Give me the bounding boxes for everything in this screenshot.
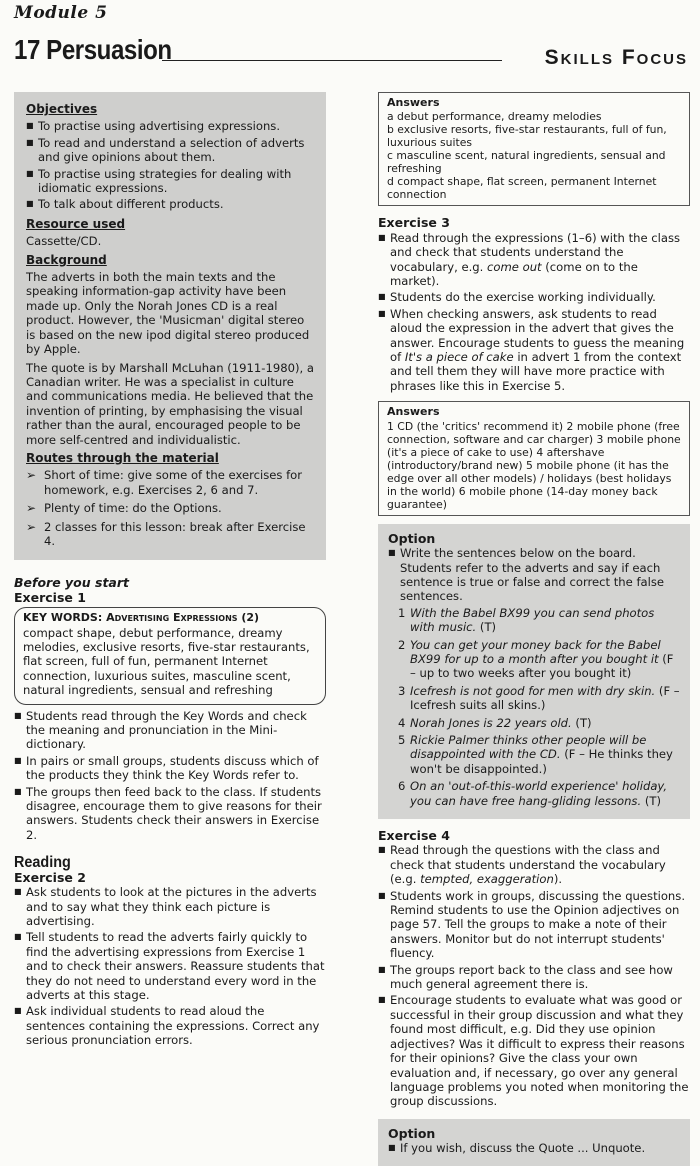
ex3-item3-text-b: in advert 1 from the context and tell them they will have more practice with phrases like this in Exercise 5. — [390, 350, 682, 393]
option-intro-list — [388, 546, 680, 604]
routes-list — [26, 468, 315, 548]
before-heading: Before you start — [14, 575, 130, 591]
option-2-list — [388, 1141, 680, 1155]
answer-line: c masculine scent, natural ingredients, sensual and refreshing — [387, 149, 666, 176]
reading-heading: Reading — [14, 854, 71, 872]
sentence-answer: (T) — [571, 715, 592, 730]
option-sentence — [388, 606, 680, 635]
key-words-label: KEY WORDS: — [23, 611, 103, 625]
sentence-number: 1 — [398, 605, 406, 620]
exercise-1-heading: Exercise 1 — [14, 589, 86, 605]
objectives-heading: Objectives — [26, 102, 98, 116]
title-rule — [162, 60, 502, 61]
option-box-2 — [378, 1119, 690, 1166]
exercise-2-list — [14, 885, 326, 1047]
option-sentence — [388, 779, 680, 808]
sentence-answer: (F – up to two weeks after you bought it) — [410, 651, 674, 681]
module-label: Module 5 — [14, 3, 108, 23]
exercise-4-item: ■ Students work in groups, discussing the questions. Remind students to use the Opinion adjectives on page 57. Tell the groups to make a note of their answers. Monitor but do not interrupt students' fluency. — [378, 889, 690, 961]
background-paragraph-2: The quote is by Marshall McLuhan (1911-1980), a Canadian writer. He was a specialist in culture and communications media. He believed that the invention of printing, by emphasising the visual rather than the aural, encouraged people to be more self-centred and individualistic. — [26, 360, 314, 447]
sentence-number: 5 — [398, 732, 406, 747]
option-sentence — [388, 733, 680, 776]
sentence-text: Norah Jones is 22 years old. — [410, 715, 572, 730]
right-column — [378, 92, 690, 1166]
sentence-answer: (T) — [641, 793, 661, 808]
before-section — [14, 576, 326, 842]
sentence-answer: (F – He thinks they won't be disappointed.) — [410, 747, 673, 776]
sentence-answer: (T) — [476, 620, 497, 635]
option-heading: Option — [388, 1125, 436, 1141]
ex3-item3-italic: It's a piece of cake — [404, 350, 514, 365]
exercise-4-section — [378, 829, 690, 1109]
answer-line: d compact shape, flat screen, permanent Internet connection — [387, 175, 657, 202]
objective-item: ■ To read and understand a selection of adverts and give opinions about them. — [26, 136, 315, 165]
option-intro: ■ Write the sentences below on the board. Students refer to the adverts and say if each sentence is true or false and correct the false sentences. — [388, 546, 680, 604]
answers-heading: Answers — [387, 405, 440, 419]
key-words-topic: Advertising Expressions (2) — [106, 611, 260, 625]
route-item: ➢ Plenty of time: do the Options. — [26, 501, 315, 515]
exercise-4-item: ■ The groups report back to the class and see how much general agreement there is. — [378, 963, 690, 992]
answers-heading: Answers — [387, 96, 440, 109]
answer-line: b exclusive resorts, five-star restaurants, full of fun, luxurious suites — [387, 123, 667, 150]
ex3-item1-text-b: (come on to the market). — [390, 259, 638, 289]
sentence-text: Icefresh is not good for men with dry skin. — [410, 683, 656, 698]
ex3-item3-text-a: When checking answers, ask students to read aloud the expression in the advert that gives the answer. Encourage students to guess the meaning of — [390, 306, 685, 365]
option-sentence — [388, 638, 680, 681]
sentence-number: 6 — [398, 779, 406, 794]
answers-text: 1 CD (the 'critics' recommend it) 2 mobile phone (free connection, software and car charger) 3 mobile phone (it's a piece of cake to use) 4 aftershave (introductory/brand new) 5 mobile phone (it has the edge over all other models) / holidays (best holidays in the world) 6 mobile phone (14-day money back guarantee) — [387, 419, 681, 511]
left-column — [14, 92, 326, 1050]
exercise-4-heading: Exercise 4 — [378, 828, 450, 843]
option-sentence — [388, 716, 680, 730]
reading-section — [14, 856, 326, 1047]
ex3-item1-text-a: Read through the expressions (1–6) with the class and check that students understand the vocabulary, e.g. — [390, 230, 681, 274]
exercise-4-item: ■ Encourage students to evaluate what was good or successful in their group discussion and what they found most difficult, e.g. Did they use opinion adjectives? Was it difficult to express their reasons for their opinions? Give the class your own evaluation and, if necessary, go over any general language problems you noted when monitoring the group discussions. — [378, 993, 690, 1108]
key-words-title — [23, 611, 317, 625]
resource-text: Cassette/CD. — [26, 234, 102, 249]
exercise-3-item: ■ Students do the exercise working individually. — [378, 290, 690, 304]
objectives-list — [26, 119, 315, 211]
option-sentence — [388, 684, 680, 713]
sentence-answer: (F – Icefresh suits all skins.) — [410, 683, 680, 713]
option-heading: Option — [388, 530, 436, 546]
sentence-number: 4 — [398, 715, 406, 730]
sentence-text: On an 'out-of-this-world experience' holiday, you can have free hang-gliding lessons. — [410, 779, 668, 808]
resource-heading: Resource used — [26, 216, 126, 231]
exercise-2-heading: Exercise 2 — [14, 869, 86, 885]
answer-line: a debut performance, dreamy melodies — [387, 110, 602, 124]
exercise-2-item: ■ Ask students to look at the pictures in the adverts and to say what they think each picture is advertising. — [14, 885, 326, 928]
exercise-3-list — [378, 231, 690, 393]
answers-box-2 — [378, 401, 690, 515]
exercise-3-item — [378, 307, 690, 393]
ex4-item1-text-a: Read through the questions with the class and check that students understand the vocabulary (e.g. — [390, 843, 666, 887]
option-sentences — [388, 606, 680, 808]
skills-focus-text: Skills Focus — [544, 46, 688, 69]
exercise-1-item: ■ The groups then feed back to the class. If students disagree, encourage them to give reasons for their answers. Students check their answers in Exercise 2. — [14, 785, 326, 843]
route-item: ➢ Short of time: give some of the exercises for homework, e.g. Exercises 2, 6 and 7. — [26, 468, 315, 497]
objective-item: ■ To practise using advertising expressions. — [26, 119, 315, 133]
ex3-item1-italic: come out — [487, 259, 542, 274]
skills-focus-label — [545, 46, 688, 70]
exercise-1-item: ■ In pairs or small groups, students discuss which of the products they think the Key Words refer to. — [14, 754, 326, 783]
background-heading: Background — [26, 252, 107, 267]
exercise-1-item: ■ Students read through the Key Words and check the meaning and pronunciation in the Mini-dictionary. — [14, 709, 326, 752]
background-paragraph-1: The adverts in both the main texts and the speaking information-gap activity have been made up. Only the Norah Jones CD is a real product. However, the 'Musicman' digital stereo is based on the new ipod digital stereo produced by Apple. — [26, 270, 310, 357]
sentence-text: With the Babel BX99 you can send photos with music. — [410, 605, 655, 635]
unit-title: 17 Persuasion — [14, 34, 172, 65]
exercise-4-item — [378, 843, 690, 886]
option-box-1 — [378, 524, 690, 819]
sentence-number: 3 — [398, 683, 406, 698]
exercise-3-item — [378, 231, 690, 289]
exercise-2-item: ■ Ask individual students to read aloud the sentences containing the expressions. Correct any serious pronunciation errors. — [14, 1004, 326, 1047]
sentence-text: Rickie Palmer thinks other people will be disappointed with the CD. — [410, 732, 647, 762]
objective-item: ■ To practise using strategies for dealing with idiomatic expressions. — [26, 167, 315, 196]
option-2-item: ■ If you wish, discuss the Quote ... Unquote. — [388, 1141, 680, 1155]
exercise-4-list — [378, 843, 690, 1108]
exercise-3-heading: Exercise 3 — [378, 215, 450, 231]
sentence-text: You can get your money back for the Babel BX99 for up to a month after you bought it — [410, 637, 661, 666]
sentence-number: 2 — [398, 637, 406, 652]
exercise-1-list — [14, 709, 326, 843]
ex4-item1-italic: tempted, exaggeration — [420, 872, 554, 887]
objective-item: ■ To talk about different products. — [26, 197, 315, 211]
routes-heading: Routes through the material — [26, 450, 219, 465]
exercise-3-section — [378, 216, 690, 393]
key-words-list: compact shape, debut performance, dreamy melodies, exclusive resorts, five-star restaurants, flat screen, full of fun, permanent Internet connection, luxurious suites, masculine scent, natural ingredients, sensual and refreshing — [23, 625, 310, 698]
objectives-box — [14, 92, 326, 560]
ex4-item1-text-b: ). — [553, 872, 563, 887]
exercise-2-item: ■ Tell students to read the adverts fairly quickly to find the advertising expressions from Exercise 1 and to check their answers. Reassure students that they do not need to understand every word in the adverts at this stage. — [14, 930, 326, 1002]
route-item: ➢ 2 classes for this lesson: break after Exercise 4. — [26, 520, 315, 549]
answers-box-1 — [378, 92, 690, 206]
key-words-box — [14, 607, 326, 704]
